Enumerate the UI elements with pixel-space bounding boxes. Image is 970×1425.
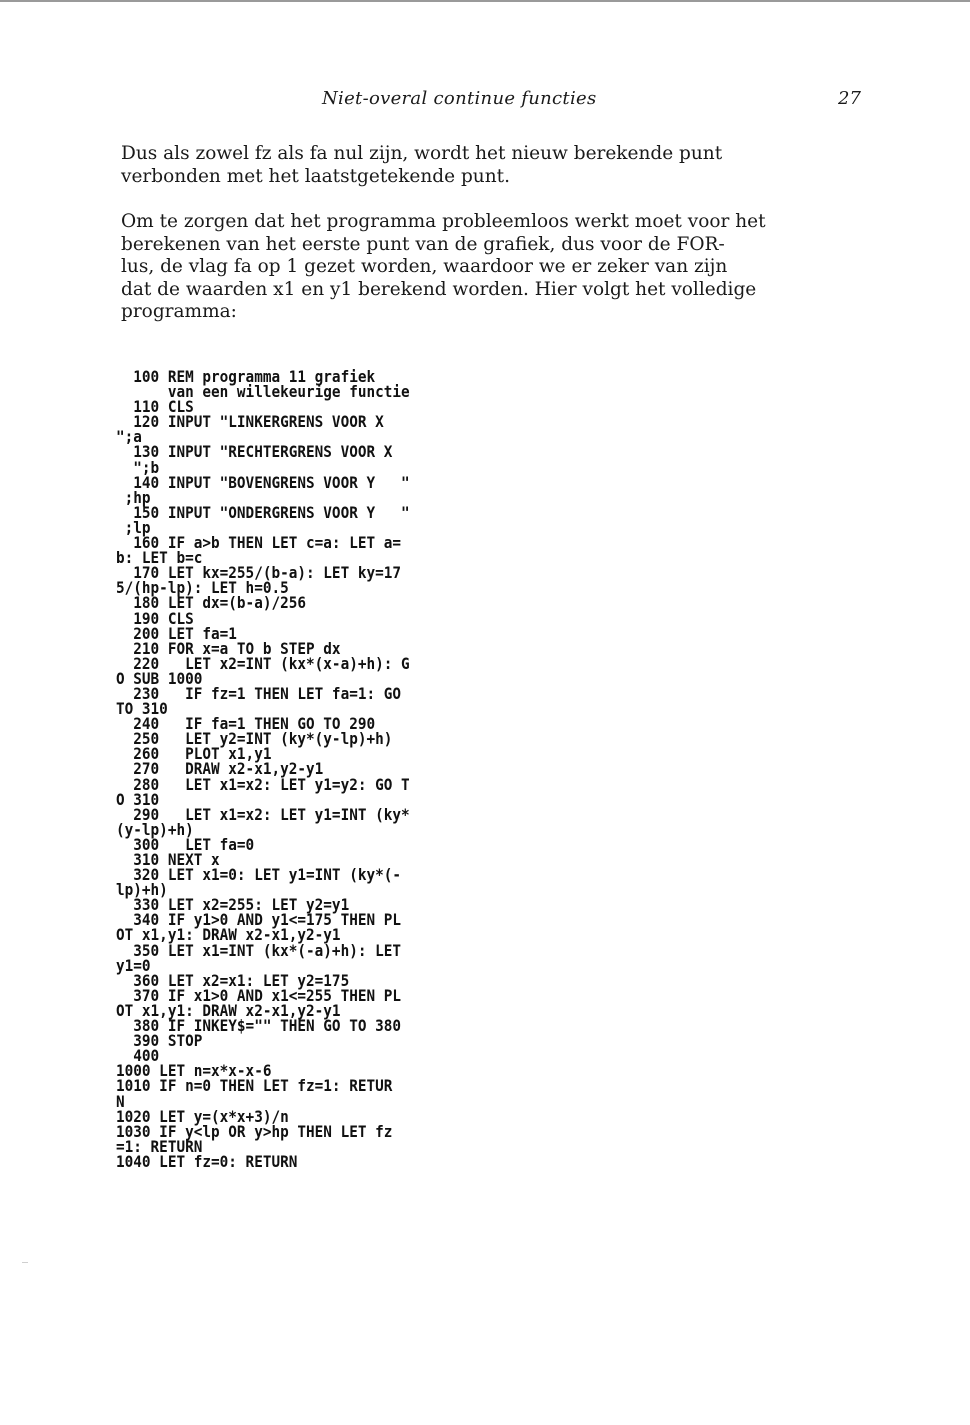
code-line: 260 PLOT x1,y1 (116, 745, 272, 764)
paragraph-line: Dus als zowel fz als fa nul zijn, wordt het nieuw berekende punt (121, 143, 723, 164)
code-line: b: LET b=c (116, 549, 203, 568)
code-line: 130 INPUT "RECHTERGRENS VOOR X (116, 443, 393, 462)
code-line: 250 LET y2=INT (ky*(y-lp)+h) (116, 730, 393, 749)
code-line: 320 LET x1=0: LET y1=INT (ky*(- (116, 866, 402, 885)
code-line: O 310 (116, 790, 160, 809)
code-line: ;hp (116, 488, 151, 507)
code-line: (y-lp)+h) (116, 820, 194, 839)
code-line: 370 IF x1>0 AND x1<=255 THEN PL (116, 986, 402, 1005)
code-line: 110 CLS (116, 398, 194, 417)
paragraph-line: lus, de vlag fa op 1 gezet worden, waardoor we er zeker van zijn (121, 256, 728, 277)
paragraph-line: programma: (121, 301, 237, 322)
code-line: OT x1,y1: DRAW x2-x1,y2-y1 (116, 1001, 341, 1020)
code-line: 100 REM programma 11 grafiek (116, 368, 376, 386)
paragraph-1 (121, 143, 861, 188)
code-line: 1040 LET fz=0: RETURN (116, 1152, 298, 1171)
code-line: 350 LET x1=INT (kx*(-a)+h): LET (116, 941, 402, 960)
scan-mark (22, 1262, 28, 1263)
code-line: ";b (116, 458, 160, 477)
paragraph-line: dat de waarden x1 en y1 berekend worden. Hier volgt het volledige (121, 278, 757, 300)
code-line: 180 LET dx=(b-a)/256 (116, 594, 307, 613)
paragraph-2 (121, 211, 861, 324)
code-line: 400 (116, 1047, 160, 1066)
paragraph-line: Om te zorgen dat het programma probleemloos werkt moet voor het (121, 211, 766, 232)
code-line: 360 LET x2=x1: LET y2=175 (116, 971, 350, 990)
code-line: 390 STOP (116, 1032, 203, 1051)
basic-program-listing (116, 370, 410, 1170)
code-line: lp)+h) (116, 881, 168, 900)
code-line: 190 CLS (116, 609, 194, 628)
code-line: y1=0 (116, 956, 151, 975)
code-line: 310 NEXT x (116, 851, 220, 869)
code-line: 300 LET fa=0 (116, 835, 255, 854)
code-line: 290 LET x1=x2: LET y1=INT (ky* (116, 805, 410, 824)
code-line: 340 IF y1>0 AND y1<=175 THEN PL (116, 911, 402, 930)
code-line: =1: RETURN (116, 1137, 203, 1156)
code-line: 330 LET x2=255: LET y2=y1 (116, 896, 350, 915)
paragraph-line: verbonden met het laatstgetekende punt. (121, 165, 510, 187)
code-line: 5/(hp-lp): LET h=0.5 (116, 579, 289, 598)
code-line: 210 FOR x=a TO b STEP dx (116, 639, 341, 658)
code-line: 230 IF fz=1 THEN LET fa=1: GO (116, 684, 402, 703)
code-line: TO 310 (116, 700, 168, 719)
code-line: 220 LET x2=INT (kx*(x-a)+h): G (116, 654, 410, 673)
code-line: OT x1,y1: DRAW x2-x1,y2-y1 (116, 926, 341, 945)
code-line: 1010 IF n=0 THEN LET fz=1: RETUR (116, 1077, 393, 1096)
code-line: 1020 LET y=(x*x+3)/n (116, 1107, 289, 1126)
code-line: 200 LET fa=1 (116, 624, 237, 643)
code-line: 140 INPUT "BOVENGRENS VOOR Y " (116, 473, 410, 492)
code-line: ";a (116, 428, 142, 447)
code-line: 270 DRAW x2-x1,y2-y1 (116, 760, 324, 779)
page-top-rule (0, 0, 970, 2)
code-line: 240 IF fa=1 THEN GO TO 290 (116, 715, 376, 734)
code-line: O SUB 1000 (116, 669, 203, 688)
code-line: 120 INPUT "LINKERGRENS VOOR X (116, 413, 384, 432)
code-line: 1000 LET n=x*x-x-6 (116, 1062, 272, 1081)
code-line: 150 INPUT "ONDERGRENS VOOR Y " (116, 503, 410, 522)
code-line: N (116, 1092, 125, 1111)
code-line: van een willekeurige functie (116, 383, 410, 402)
code-line: 1030 IF y<lp OR y>hp THEN LET fz (116, 1122, 393, 1141)
paragraph-line: berekenen van het eerste punt van de grafiek, dus voor de FOR- (121, 233, 725, 255)
page-number: 27 (838, 88, 861, 109)
running-title: Niet-overal continue functies (322, 88, 597, 109)
code-line: 280 LET x1=x2: LET y1=y2: GO T (116, 775, 410, 794)
code-line: 170 LET kx=255/(b-a): LET ky=17 (116, 564, 402, 583)
code-line: 160 IF a>b THEN LET c=a: LET a= (116, 534, 402, 553)
code-line: 380 IF INKEY$="" THEN GO TO 380 (116, 1017, 402, 1036)
code-line: ;lp (116, 518, 151, 537)
